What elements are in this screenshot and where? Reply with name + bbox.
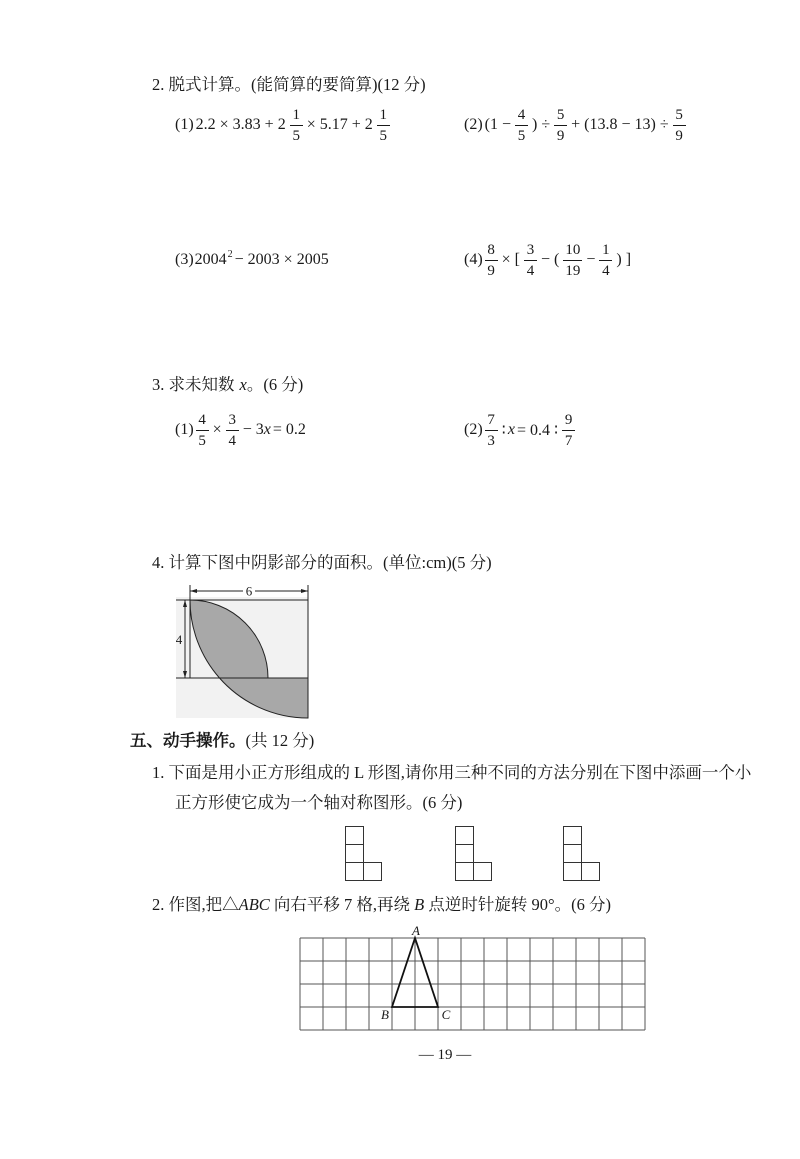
fraction [290,106,303,145]
numerator: 4 [517,106,526,123]
denominator: 5 [290,125,303,145]
unit-square [456,845,474,863]
question-5-1-line-2: 正方形使它成为一个轴对称图形。(6 分) [175,793,463,812]
expression-segment: 2.2 × 3.83 + 2 [195,116,286,133]
question-4-title: 4. 计算下图中阴影部分的面积。(单位:cm)(5 分) [152,553,492,572]
problem-2-3-expression [175,240,331,280]
unit-square [564,863,582,881]
denominator: 9 [554,125,567,145]
denominator: 5 [515,125,528,145]
denominator: 3 [485,430,498,450]
variable-x: x [263,421,271,438]
item-label: (3) [175,251,194,268]
expression-segment: − 3 [242,421,264,438]
width-label: 6 [245,583,253,599]
arrowhead [301,589,308,593]
question-5-2-text: 2. 作图,把△ [152,895,239,914]
arrowhead [190,589,197,593]
fraction [515,106,528,145]
shaded-area-figure [170,580,315,722]
l-shape-2 [456,827,492,881]
denominator: 9 [673,125,686,145]
fraction [377,106,390,145]
unit-square [346,863,364,881]
denominator: 4 [599,260,612,280]
numerator: 9 [564,411,573,428]
item-label: (4) [464,251,483,268]
variable-x: x [239,375,247,394]
power-term [195,251,233,269]
unit-square [582,863,600,881]
equation-3-2 [464,410,577,450]
l-shape-3 [564,827,600,881]
l-shape-figures [340,820,610,885]
question-3-title [152,375,303,395]
fraction [563,241,582,280]
question-3-points: 。(6 分) [246,375,304,394]
unit-square [364,863,382,881]
item-label: (1) [175,421,194,438]
problem-2-4-expression [464,240,633,280]
denominator: 19 [563,260,582,280]
problem-2-2-expression [464,105,688,145]
fraction [599,241,612,280]
unit-square [346,827,364,845]
expression-segment: × [212,421,222,438]
question-5-2-text: 点逆时针旋转 90°。(6 分) [424,895,611,914]
expression-segment: − 2003 × 2005 [234,251,329,268]
section-5-points: (共 12 分) [245,731,315,750]
fraction [196,411,209,450]
expression-segment: (1 − [484,116,512,133]
numerator: 4 [198,411,206,428]
denominator: 9 [485,260,498,280]
expression-segment: ) ] [616,251,632,268]
unit-square [456,863,474,881]
question-3-text: 3. 求未知数 [152,375,235,394]
fraction [485,411,498,450]
item-label: (2) [464,116,483,133]
fraction [485,241,498,280]
numerator: 5 [675,106,683,123]
fraction [226,411,239,450]
unit-square [474,863,492,881]
expression-segment: − [586,251,596,268]
numerator: 5 [556,106,565,123]
fraction [554,106,567,145]
item-label: (2) [464,421,483,438]
numerator: 10 [565,241,581,258]
point-name: B [414,895,425,914]
section-5-heading [130,731,314,751]
expression-segment: = 0.4 ∶ [516,422,559,439]
power-exponent: 2 [227,249,233,260]
vertex-label-a: A [412,923,420,938]
triangle-name: ABC [238,895,270,914]
unit-square [456,827,474,845]
question-2-title: 2. 脱式计算。(能简算的要简算)(12 分) [152,75,426,94]
fraction [562,411,575,450]
expression-segment: + (13.8 − 13) ÷ [571,116,669,133]
l-shape-1 [346,827,382,881]
question-5-1-line-1: 1. 下面是用小正方形组成的 L 形图,请你用三种不同的方法分别在下图中添画一个小 [152,763,752,782]
power-base: 2004 [194,251,227,268]
unit-square [564,845,582,863]
numerator: 1 [602,241,610,258]
page-number: — 19 — [418,1047,472,1063]
unit-square [564,827,582,845]
grid-figure [290,918,655,1036]
problem-2-1-expression [175,105,392,145]
expression-segment: ) ÷ [532,116,551,133]
expression-segment: × 5.17 + 2 [306,116,373,133]
unit-square [346,845,364,863]
section-5-title: 五、动手操作。 [130,732,246,750]
question-5-2-title [152,895,611,915]
expression-segment: × [ [501,251,521,268]
denominator: 4 [226,430,239,450]
expression-segment: − ( [541,251,560,268]
denominator: 5 [377,125,390,145]
item-label: (1) [175,116,194,133]
numerator: 8 [487,241,495,258]
numerator: 1 [292,106,300,123]
denominator: 4 [524,260,537,280]
fraction [673,106,686,145]
vertex-label-c: C [441,1007,451,1022]
denominator: 7 [562,430,575,450]
variable-x: x [507,421,515,438]
numerator: 3 [228,411,236,428]
expression-segment: = 0.2 [272,421,306,438]
denominator: 5 [196,430,209,450]
numerator: 1 [379,106,387,123]
height-label: 4 [175,632,183,647]
numerator: 3 [526,241,535,258]
vertex-label-b: B [381,1007,389,1022]
equation-3-1 [175,410,308,450]
ratio-sign: ∶ [501,422,506,439]
fraction [524,241,537,280]
question-5-2-text: 向右平移 7 格,再绕 [269,895,415,914]
numerator: 7 [487,411,495,428]
grid-lines [300,938,645,1030]
